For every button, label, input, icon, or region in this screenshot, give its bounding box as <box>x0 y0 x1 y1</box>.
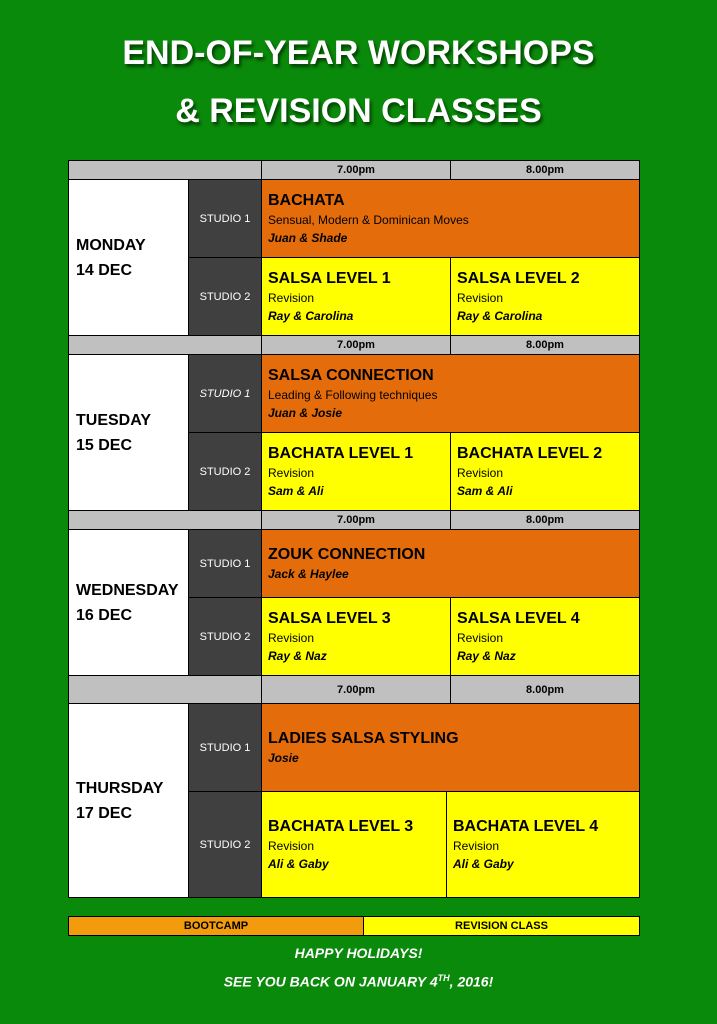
header-spacer <box>68 510 262 530</box>
class-name: BACHATA LEVEL 4 <box>453 817 599 835</box>
class-name: BACHATA <box>268 191 345 209</box>
class-salsa-level-2 <box>450 257 640 336</box>
class-teachers: Ali & Gaby <box>453 856 514 871</box>
class-salsa-level-4 <box>450 597 640 676</box>
class-teachers: Ray & Naz <box>268 648 327 663</box>
time-header-7pm: 7.00pm <box>261 335 451 355</box>
class-name: SALSA CONNECTION <box>268 366 434 384</box>
class-bachata-level-1 <box>261 432 451 511</box>
time-header-8pm: 8.00pm <box>450 335 640 355</box>
day-date: 17 DEC <box>76 804 133 822</box>
footer-date-suffix: TH <box>437 973 450 983</box>
footer-date-text: SEE YOU BACK ON JANUARY 4 <box>223 973 438 990</box>
class-description: Revision <box>268 465 315 480</box>
class-description: Revision <box>457 290 504 305</box>
time-header-8pm: 8.00pm <box>450 675 640 704</box>
day-date: 15 DEC <box>76 436 133 454</box>
header-spacer <box>68 160 262 180</box>
class-description: Revision <box>453 838 500 853</box>
class-teachers: Ray & Naz <box>457 648 516 663</box>
studio-1-label: STUDIO 1 <box>188 179 262 258</box>
time-header-8pm: 8.00pm <box>450 160 640 180</box>
class-name: BACHATA LEVEL 1 <box>268 444 414 462</box>
footer-year-text: , 2016! <box>449 973 494 990</box>
class-name: ZOUK CONNECTION <box>268 545 426 563</box>
class-name: SALSA LEVEL 2 <box>457 269 580 287</box>
class-teachers: Juan & Josie <box>268 405 343 420</box>
class-teachers: Ray & Carolina <box>268 308 354 323</box>
class-name: BACHATA LEVEL 3 <box>268 817 414 835</box>
class-description: Revision <box>268 630 315 645</box>
day-date: 16 DEC <box>76 606 133 624</box>
day-name: TUESDAY <box>76 411 151 429</box>
studio-2-label: STUDIO 2 <box>188 432 262 511</box>
time-header-7pm: 7.00pm <box>261 510 451 530</box>
header-spacer <box>68 675 262 704</box>
day-cell-thursday <box>68 703 189 898</box>
class-teachers: Ali & Gaby <box>268 856 329 871</box>
class-description: Sensual, Modern & Dominican Moves <box>268 212 469 227</box>
studio-2-label: STUDIO 2 <box>188 597 262 676</box>
class-teachers: Juan & Shade <box>268 230 348 245</box>
legend-revision-class: REVISION CLASS <box>363 916 640 936</box>
class-name: SALSA LEVEL 4 <box>457 609 580 627</box>
title-line-2: & REVISION CLASSES <box>175 92 542 130</box>
studio-1-label: STUDIO 1 <box>188 529 262 598</box>
day-name: THURSDAY <box>76 779 164 797</box>
class-name: BACHATA LEVEL 2 <box>457 444 603 462</box>
title-line-1: END-OF-YEAR WORKSHOPS <box>122 34 595 72</box>
class-zouk-connection <box>261 529 640 598</box>
studio-1-label: STUDIO 1 <box>188 354 262 433</box>
class-ladies-salsa-styling <box>261 703 640 792</box>
class-name: SALSA LEVEL 3 <box>268 609 391 627</box>
legend-bootcamp: BOOTCAMP <box>68 916 364 936</box>
studio-2-label: STUDIO 2 <box>188 791 262 898</box>
studio-2-label: STUDIO 2 <box>188 257 262 336</box>
day-cell-wednesday <box>68 529 189 676</box>
class-teachers: Jack & Haylee <box>268 566 349 581</box>
class-name: LADIES SALSA STYLING <box>268 729 459 747</box>
day-cell-monday <box>68 179 189 336</box>
time-header-7pm: 7.00pm <box>261 675 451 704</box>
day-cell-tuesday <box>68 354 189 511</box>
studio-1-label: STUDIO 1 <box>188 703 262 792</box>
class-bachata-level-2 <box>450 432 640 511</box>
class-description: Revision <box>268 290 315 305</box>
class-salsa-connection <box>261 354 640 433</box>
header-spacer <box>68 335 262 355</box>
class-teachers: Ray & Carolina <box>457 308 543 323</box>
class-teachers: Sam & Ali <box>457 483 513 498</box>
class-description: Revision <box>268 838 315 853</box>
class-description: Revision <box>457 630 504 645</box>
day-name: MONDAY <box>76 236 146 254</box>
footer-return-date <box>0 973 717 990</box>
class-teachers: Sam & Ali <box>268 483 324 498</box>
class-bachata-level-4 <box>446 791 640 898</box>
day-date: 14 DEC <box>76 261 133 279</box>
class-bachata <box>261 179 640 258</box>
footer-greeting: HAPPY HOLIDAYS! <box>294 945 423 961</box>
class-bachata-level-3 <box>261 791 447 898</box>
time-header-8pm: 8.00pm <box>450 510 640 530</box>
day-name: WEDNESDAY <box>76 581 179 599</box>
class-teachers: Josie <box>268 750 299 765</box>
time-header-7pm: 7.00pm <box>261 160 451 180</box>
class-name: SALSA LEVEL 1 <box>268 269 391 287</box>
class-salsa-level-3 <box>261 597 451 676</box>
class-description: Revision <box>457 465 504 480</box>
class-description: Leading & Following techniques <box>268 387 438 402</box>
class-salsa-level-1 <box>261 257 451 336</box>
